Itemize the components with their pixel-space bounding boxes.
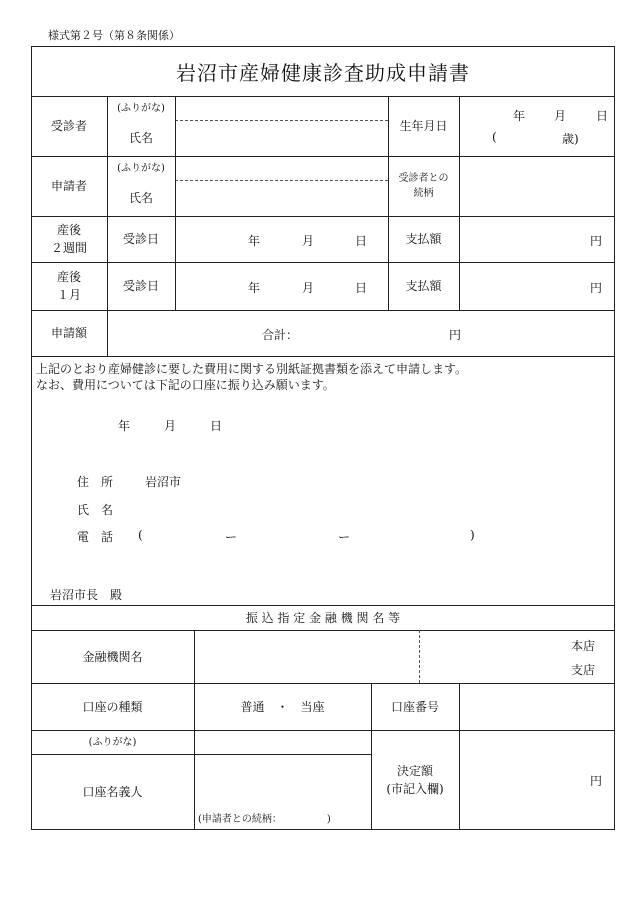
institution-label: 金融機関名 bbox=[82, 649, 143, 664]
relation-label-line2: 続柄 bbox=[413, 188, 434, 199]
birth-day: 日 bbox=[596, 109, 609, 123]
claim-yen: 円 bbox=[449, 328, 462, 342]
visit-day-1m: 日 bbox=[355, 281, 368, 295]
statement-year: 年 bbox=[118, 419, 131, 433]
applicant-name-label: 氏名 bbox=[128, 191, 153, 205]
relation-label-line1: 受診者との bbox=[398, 173, 449, 184]
decided-amount-label bbox=[371, 730, 459, 830]
holder-relation: (申請者との続柄： ) bbox=[198, 814, 331, 825]
applicant-furigana-label: (ふりがな) bbox=[117, 162, 165, 174]
payment-label-2w: 支払額 bbox=[405, 232, 442, 246]
address-value: 岩沼市 bbox=[145, 475, 182, 489]
phone-dash-1: ー bbox=[225, 530, 238, 544]
form-number: 様式第２号（第８条関係） bbox=[48, 29, 180, 42]
statement-line2: なお、費用については下記の口座に振り込み願います。 bbox=[36, 378, 335, 392]
patient-name-label: 氏名 bbox=[128, 131, 153, 145]
postpartum-1month-l2: １月 bbox=[56, 288, 81, 302]
applicant-label: 申請者 bbox=[50, 179, 87, 193]
statement-month: 月 bbox=[164, 419, 177, 433]
phone-close: ) bbox=[470, 528, 475, 542]
visit-month-2w: 月 bbox=[302, 234, 315, 248]
holder-furigana-label: (ふりがな) bbox=[88, 736, 137, 748]
postpartum-1month-label bbox=[31, 262, 107, 310]
visit-year-2w: 年 bbox=[248, 234, 261, 248]
patient-label: 受診者 bbox=[50, 119, 87, 133]
postpartum-2weeks-l2: ２週間 bbox=[50, 241, 87, 255]
decided-label-line2: (市記入欄) bbox=[386, 782, 444, 796]
statement-day: 日 bbox=[210, 419, 223, 433]
addressee: 岩沼市長 殿 bbox=[50, 588, 123, 602]
account-type-value: 普通 ・ 当座 bbox=[240, 699, 325, 714]
address-label: 住 所 bbox=[77, 475, 114, 489]
birth-month: 月 bbox=[554, 109, 567, 123]
birth-year: 年 bbox=[513, 109, 526, 123]
account-number-label: 口座番号 bbox=[390, 699, 439, 714]
visit-year-1m: 年 bbox=[248, 281, 261, 295]
decided-label-line1: 決定額 bbox=[396, 764, 433, 778]
postpartum-2weeks-label bbox=[31, 216, 107, 262]
account-holder-label: 口座名義人 bbox=[82, 785, 143, 799]
statement-line1: 上記のとおり産婦健診に要した費用に関する別紙証拠書類を添えて申請します。 bbox=[36, 362, 468, 376]
relation-label bbox=[388, 156, 459, 216]
phone-dash-2: ー bbox=[338, 530, 351, 544]
age-open: ( bbox=[492, 130, 497, 144]
patient-furigana-label: (ふりがな) bbox=[117, 102, 165, 114]
phone-label: 電 話 bbox=[77, 530, 114, 544]
visit-day-2w: 日 bbox=[355, 234, 368, 248]
claim-total-label: 合計： bbox=[262, 328, 299, 342]
branch-label: 支店 bbox=[571, 663, 596, 677]
head-office-label: 本店 bbox=[571, 639, 596, 653]
payment-yen-2w: 円 bbox=[590, 234, 603, 248]
visit-date-label-2w: 受診日 bbox=[122, 232, 159, 246]
claim-label: 申請額 bbox=[50, 326, 87, 340]
name-label: 氏 名 bbox=[77, 503, 114, 517]
bank-header: 振 込 指 定 金 融 機 関 名 等 bbox=[245, 610, 401, 625]
age-close: 歳) bbox=[562, 132, 579, 146]
birthdate-label: 生年月日 bbox=[399, 119, 448, 133]
postpartum-2weeks-l1: 産後 bbox=[56, 223, 81, 237]
account-type-label: 口座の種類 bbox=[82, 699, 143, 714]
decided-yen: 円 bbox=[590, 774, 603, 788]
phone-open: ( bbox=[138, 528, 143, 542]
payment-yen-1m: 円 bbox=[590, 281, 603, 295]
payment-label-1m: 支払額 bbox=[405, 279, 442, 293]
postpartum-1month-l1: 産後 bbox=[56, 270, 81, 284]
visit-month-1m: 月 bbox=[302, 281, 315, 295]
visit-date-label-1m: 受診日 bbox=[122, 279, 159, 293]
form-title: 岩沼市産婦健康診査助成申請書 bbox=[176, 60, 470, 85]
